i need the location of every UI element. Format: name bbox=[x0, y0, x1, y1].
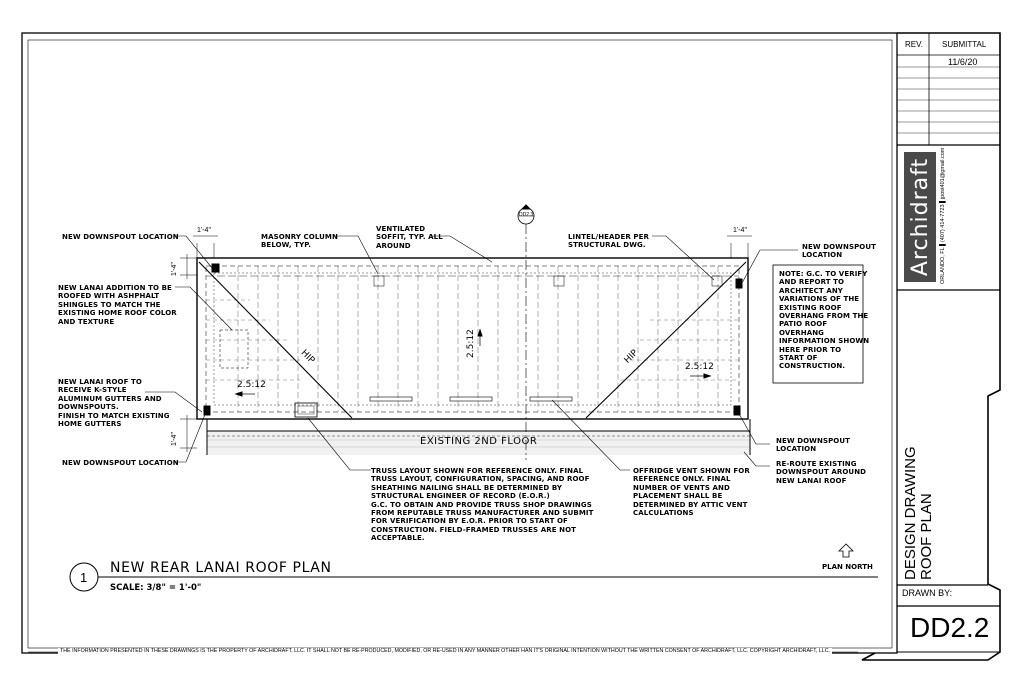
note-soffit: VENTILATED SOFFIT, TYP. ALL AROUND bbox=[376, 225, 443, 250]
submittal-date: 11/6/20 bbox=[948, 57, 978, 67]
drawn-by-label: DRAWN BY: bbox=[902, 588, 953, 598]
dim-side-bottom: 1'-4" bbox=[171, 432, 178, 446]
note-downspout-top-right: NEW DOWNSPOUT LOCATION bbox=[802, 243, 877, 260]
note-lanai-addition: NEW LANAI ADDITION TO BE ROOFED WITH ASHPHALT SHINGLES TO MATCH THE EXISTING HOME ROOF COLOR AND TEXTURE bbox=[58, 284, 177, 326]
drawing-scale: SCALE: 3/8" = 1'-0" bbox=[110, 583, 202, 593]
hip-label-right: HIP bbox=[622, 348, 641, 366]
note-lanai-roof: NEW LANAI ROOF TO RECEIVE K-STYLE ALUMINUM GUTTERS AND DOWNSPOUTS. FINISH TO MATCH EXISTING HOME GUTTERS bbox=[58, 378, 170, 429]
north-arrow-icon bbox=[839, 544, 853, 557]
existing-floor-label: EXISTING 2ND FLOOR bbox=[420, 436, 538, 447]
dim-top-left: 1'-4" bbox=[197, 227, 211, 234]
logo bbox=[904, 152, 936, 282]
drawing-number: 1 bbox=[80, 570, 88, 585]
dim-side-top: 1'-4" bbox=[171, 262, 178, 276]
sheet-title: ROOF PLAN bbox=[918, 493, 935, 580]
hip-label-left: HIP bbox=[298, 348, 317, 366]
footer-disclaimer: THE INFORMATION PRESENTED IN THESE DRAWINGS IS THE PROPERTY OF ARCHIDRAFT, LLC. IT SHALL NOT BE RE-PRODUCED, MODIFIED, OR RE-USED IN ANY MANNER OTHER HAN IT'S ORIGINAL INTENTION WITHOUT THE WRITTEN CONSENT OF ARCHIDRAFT, LLC. COPYRIGHT ARCHIDRAFT, LLC. bbox=[60, 648, 831, 654]
dim-top-right: 1'-4" bbox=[733, 227, 747, 234]
note-truss: TRUSS LAYOUT SHOWN FOR REFERENCE ONLY. FINAL TRUSS LAYOUT, CONFIGURATION, SPACING, AND ROOF SHEATHING NAILING SHALL BE DETERMINED BY STRUCTURAL ENGINEER OF RECORD (E.O.R.) G.C. TO OBTAIN AND PROVIDE TRUSS SHOP DRAWINGS FROM REPUTABLE TRUSS MANUFACTURER AND SUBMIT FOR VERIFICATION BY E.O.R. PRIOR TO START OF CONSTRUCTION. FIELD-FRAMED TRUSSES ARE NOT ACCEPTABLE. bbox=[371, 467, 594, 543]
section-tag: DD2.3 bbox=[519, 212, 534, 218]
section-marker bbox=[518, 205, 534, 460]
plan-north-label: PLAN NORTH bbox=[822, 563, 873, 571]
stage-label: DESIGN DRAWING bbox=[902, 446, 919, 580]
drawing-title: NEW REAR LANAI ROOF PLAN bbox=[110, 560, 332, 576]
slope-left: 2.5:12 bbox=[237, 380, 266, 390]
note-offridge: OFFRIDGE VENT SHOWN FOR REFERENCE ONLY. FINAL NUMBER OF VENTS AND PLACEMENT SHALL BE DETERMINED BY ATTIC VENT CALCULATIONS bbox=[633, 467, 750, 518]
logo-text: Archidraft bbox=[907, 157, 933, 277]
note-downspout-bottom-left: NEW DOWNSPOUT LOCATION bbox=[62, 459, 179, 467]
slope-center: 2.5:12 bbox=[466, 329, 476, 358]
note-downspout-bottom-right: NEW DOWNSPOUT LOCATION bbox=[776, 437, 851, 454]
slope-right: 2.5:12 bbox=[685, 362, 714, 372]
note-downspout-top-left: NEW DOWNSPOUT LOCATION bbox=[62, 233, 179, 241]
submittal-header: SUBMITTAL bbox=[942, 40, 987, 49]
rev-header: REV. bbox=[905, 40, 923, 49]
logo-contact: ORLANDO, FL ▌(407) 414-7723 ▌jpost401@gmail.com bbox=[940, 147, 946, 284]
note-reroute: RE-ROUTE EXISTING DOWNSPOUT AROUND NEW LANAI ROOF bbox=[776, 460, 867, 485]
note-lintel: LINTEL/HEADER PER STRUCTURAL DWG. bbox=[568, 233, 649, 250]
note-gc-verify: NOTE: G.C. TO VERIFY AND REPORT TO ARCHITECT ANY VARIATIONS OF THE EXISTING ROOF OVERHANG FROM THE PATIO ROOF OVERHANG INFORMATION SHOWN HERE PRIOR TO START OF CONSTRUCTION. bbox=[779, 270, 870, 371]
sheet-number: DD2.2 bbox=[910, 612, 990, 643]
note-masonry: MASONRY COLUMN BELOW, TYP. bbox=[261, 233, 338, 250]
